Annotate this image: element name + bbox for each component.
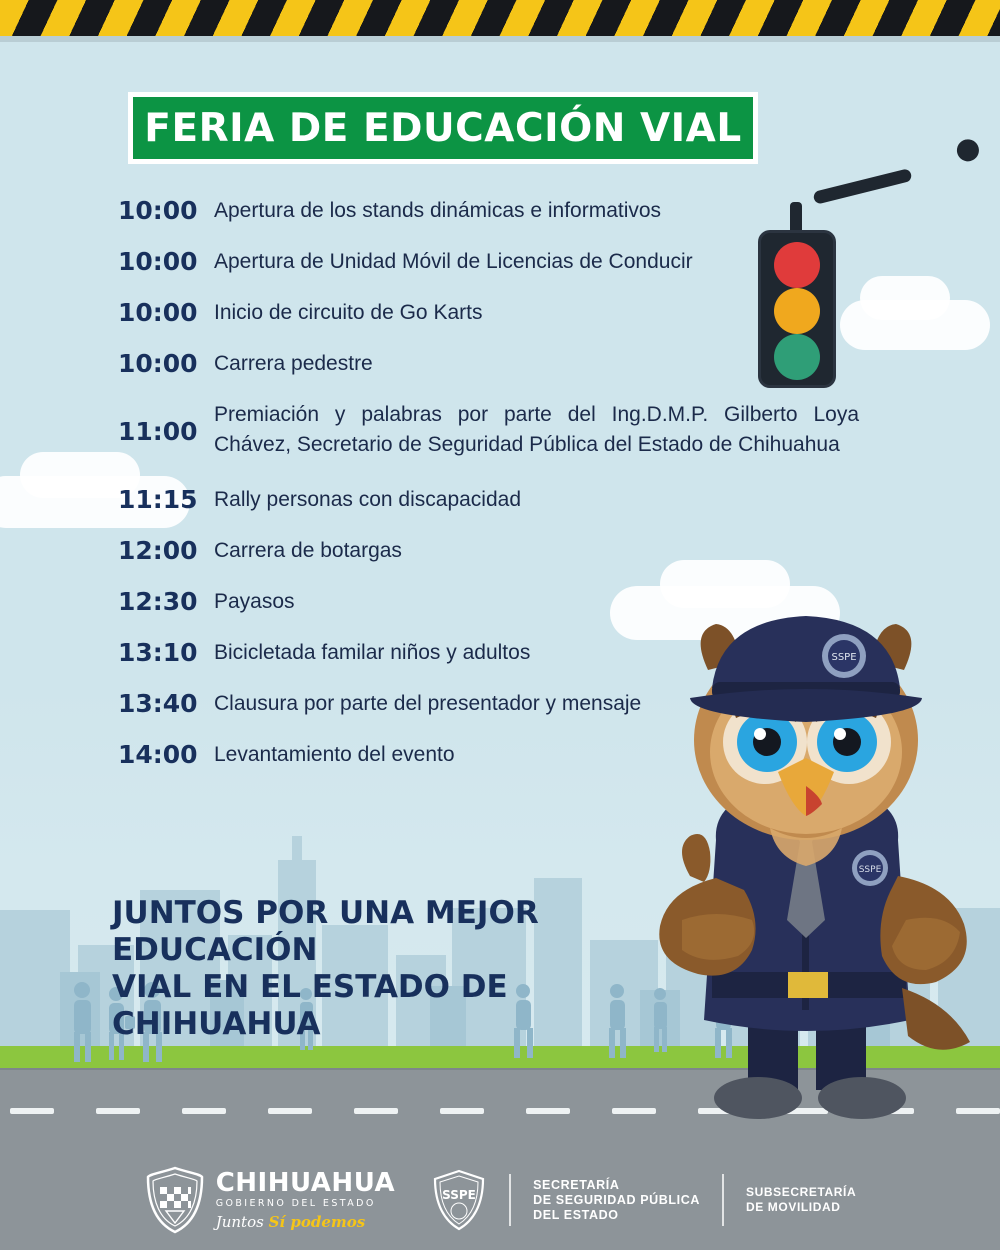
schedule-row [118,536,878,566]
slogan-line-1: JUNTOS POR UNA MEJOR EDUCACIÓN [112,895,539,968]
schedule-description: Apertura de los stands dinámicas e informativos [214,199,662,222]
tagline-juntos: Juntos [215,1212,264,1231]
secretaria-text-logo [533,1178,700,1223]
schedule-time: 13:10 [118,638,198,667]
schedule-row [118,298,878,328]
schedule-row [118,196,878,226]
hazard-stripe-shadow [0,36,1000,42]
schedule-time: 10:00 [118,247,198,276]
schedule-time: 10:00 [118,349,198,378]
owl-police-mascot [620,590,1000,1140]
chihuahua-logo-subtitle: GOBIERNO DEL ESTADO [215,1197,376,1209]
schedule-description: Clausura por parte del presentador y mensaje [214,692,642,715]
schedule-description: Bicicletada familar niños y adultos [214,641,531,664]
chihuahua-government-logo [144,1165,395,1235]
schedule-time: 11:15 [118,485,198,514]
page-title [128,92,758,164]
secretaria-line-1: SECRETARÍA [533,1177,620,1192]
schedule-description: Payasos [214,590,295,613]
schedule-time: 13:40 [118,689,198,718]
schedule-description: Apertura de Unidad Móvil de Licencias de Conducir [214,250,693,273]
secretaria-line-3: DEL ESTADO [533,1207,619,1222]
schedule-description: Carrera de botargas [214,539,402,562]
schedule-row [118,400,878,464]
svg-text:SSPE: SSPE [858,865,882,875]
hazard-stripe [0,0,1000,36]
schedule-time: 11:00 [118,417,198,446]
slogan-line-2: VIAL EN EL ESTADO DE CHIHUAHUA [112,969,508,1042]
chihuahua-logo-title: CHIHUAHUA [215,1167,396,1198]
schedule-description: Rally personas con discapacidad [214,488,522,511]
schedule-description: Levantamiento del evento [214,743,455,766]
subsecretaria-text-logo [746,1185,856,1215]
sspe-logo [431,1169,487,1231]
schedule-time: 10:00 [118,196,198,225]
subsecretaria-line-2: DE MOVILIDAD [746,1200,841,1214]
footer-divider [509,1174,511,1226]
schedule-time: 14:00 [118,740,198,769]
schedule-description: Inicio de circuito de Go Karts [214,301,483,324]
sspe-badge-icon [431,1169,487,1231]
chihuahua-shield-icon [144,1165,206,1235]
subsecretaria-line-1: SUBSECRETARÍA [746,1185,857,1199]
svg-text:SSPE: SSPE [831,652,857,663]
schedule-description: Premiación y palabras por parte del Ing.D.M.P. Gilberto Loya Chávez, Secretario de Seguridad Pública del Estado de Chihuahua [214,403,859,456]
tagline-si-podemos: Sí podemos [268,1212,366,1231]
sspe-badge-text: SSPE [442,1188,476,1202]
footer-divider [722,1174,724,1226]
schedule-row [118,247,878,277]
secretaria-line-2: DE SEGURIDAD PÚBLICA [533,1192,700,1207]
schedule-row [118,349,878,379]
footer-logos [0,1150,1000,1250]
schedule-description: Carrera pedestre [214,352,373,375]
schedule-time: 12:30 [118,587,198,616]
chihuahua-logo-tagline [216,1213,395,1231]
schedule-time: 12:00 [118,536,198,565]
schedule-time: 10:00 [118,298,198,327]
page-title-text: FERIA DE EDUCACIÓN VIAL [144,105,742,151]
schedule-row [118,485,878,515]
